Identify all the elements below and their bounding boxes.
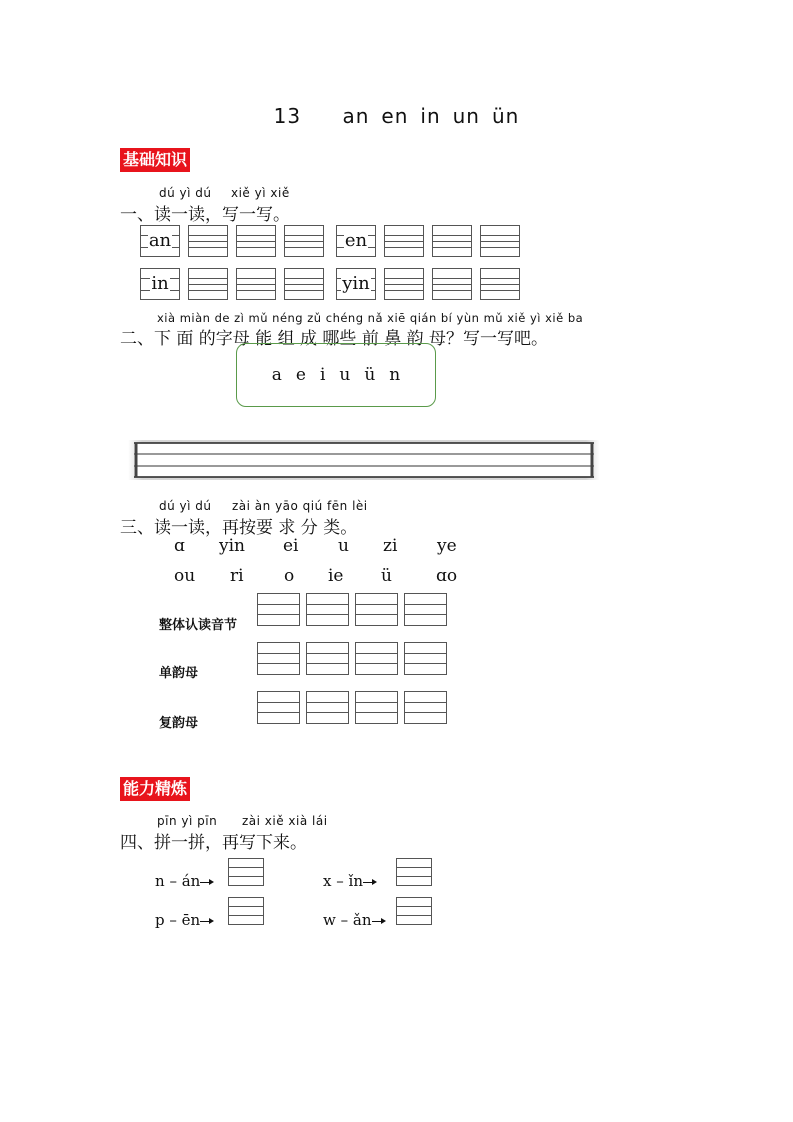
- answer-cell[interactable]: [228, 858, 264, 886]
- syllable: yin: [219, 536, 245, 556]
- writing-cell[interactable]: [432, 268, 472, 300]
- letter: ü: [364, 365, 376, 385]
- syllable: ri: [230, 566, 244, 586]
- q3-pinyin-a: dú yì dú: [159, 499, 212, 513]
- q3-instruction: 三、读一读，再按要 求 分 类。: [120, 518, 358, 538]
- writing-cell[interactable]: [306, 642, 349, 675]
- category-whole-syllable-cells: [257, 593, 447, 626]
- syllable: ei: [283, 536, 299, 556]
- writing-cell[interactable]: [355, 593, 398, 626]
- writing-cell[interactable]: [355, 642, 398, 675]
- final-un: un: [452, 104, 480, 128]
- syllable: o: [284, 566, 295, 586]
- q4-pinyin-a: pīn yì pīn: [157, 814, 218, 828]
- writing-cell[interactable]: [284, 225, 324, 257]
- syllable: u: [338, 536, 349, 556]
- writing-cell[interactable]: [384, 268, 424, 300]
- q2-instruction: 二、下 面 的字母 能 组 成 哪些 前 鼻 韵 母？写一写吧。: [120, 329, 549, 349]
- q4-instruction: 四、拼一拼，再写下来。: [120, 833, 307, 853]
- spell-item-4: w – ǎn: [323, 911, 384, 929]
- category-compound-final-cells: [257, 691, 447, 724]
- q1-example-en: en: [336, 225, 376, 257]
- writing-cell[interactable]: [355, 691, 398, 724]
- spell-item-2: x – ǐn: [323, 872, 375, 890]
- q2-letters-box: [236, 343, 436, 407]
- writing-cell[interactable]: [236, 268, 276, 300]
- final-un-umlaut: ün: [491, 104, 520, 128]
- basic-knowledge-badge: 基础知识: [120, 148, 190, 172]
- letter: e: [295, 365, 306, 385]
- q1-example-yin: yin: [336, 268, 376, 300]
- writing-cell[interactable]: [188, 225, 228, 257]
- writing-cell[interactable]: [480, 225, 520, 257]
- final-an: an: [342, 104, 370, 128]
- syllable: zi: [383, 536, 398, 556]
- q1-pinyin-b: xiě yì xiě: [231, 186, 290, 200]
- writing-cell[interactable]: [404, 691, 447, 724]
- final-in: in: [420, 104, 441, 128]
- writing-cell[interactable]: [257, 691, 300, 724]
- letter: n: [389, 365, 401, 385]
- arrow-icon: [363, 882, 375, 883]
- syllable: ye: [437, 536, 457, 556]
- syllable: ie: [328, 566, 344, 586]
- letter: a: [271, 365, 282, 385]
- answer-cell[interactable]: [396, 897, 432, 925]
- writing-cell[interactable]: [188, 268, 228, 300]
- answer-cell[interactable]: [228, 897, 264, 925]
- q3-pinyin-b: zài àn yāo qiú fēn lèi: [232, 499, 368, 513]
- writing-cell[interactable]: [432, 225, 472, 257]
- category-whole-syllable: 整体认读音节: [159, 618, 238, 633]
- q1-example-in: in: [140, 268, 180, 300]
- letter: i: [319, 365, 326, 385]
- writing-cell[interactable]: [284, 268, 324, 300]
- category-simple-final-cells: [257, 642, 447, 675]
- writing-cell[interactable]: [306, 593, 349, 626]
- q4-pinyin-b: zài xiě xià lái: [242, 814, 328, 828]
- lesson-number: 13: [273, 104, 302, 128]
- arrow-icon: [372, 921, 384, 922]
- writing-cell[interactable]: [404, 593, 447, 626]
- q1-grid-row-2: [140, 268, 520, 300]
- q1-pinyin-a: dú yì dú: [159, 186, 212, 200]
- answer-cell[interactable]: [396, 858, 432, 886]
- writing-cell[interactable]: [480, 268, 520, 300]
- spell-item-3: p – ēn: [155, 911, 212, 929]
- letter: u: [339, 365, 351, 385]
- category-compound-final: 复韵母: [159, 716, 199, 731]
- writing-cell[interactable]: [257, 642, 300, 675]
- q1-grid-row-1: [140, 225, 520, 257]
- final-en: en: [381, 104, 409, 128]
- writing-cell[interactable]: [306, 691, 349, 724]
- arrow-icon: [200, 882, 212, 883]
- q1-instruction: 一、读一读，写一写。: [120, 205, 290, 225]
- arrow-icon: [200, 921, 212, 922]
- q2-pinyin: xià miàn de zì mǔ néng zǔ chéng nǎ xiē qián bí yùn mǔ xiě yì xiě ba: [157, 311, 584, 325]
- q2-writing-lines[interactable]: [128, 440, 600, 480]
- page-title: [0, 104, 793, 128]
- syllable: ü: [381, 566, 392, 586]
- category-simple-final: 单韵母: [159, 666, 199, 681]
- syllable: ɑo: [436, 566, 458, 586]
- writing-cell[interactable]: [384, 225, 424, 257]
- writing-cell[interactable]: [404, 642, 447, 675]
- ability-practice-badge: 能力精炼: [120, 777, 190, 801]
- syllable: ɑ: [174, 536, 185, 556]
- syllable: ou: [174, 566, 196, 586]
- writing-cell[interactable]: [257, 593, 300, 626]
- spell-item-1: n – án: [155, 872, 212, 890]
- q1-example-an: an: [140, 225, 180, 257]
- writing-cell[interactable]: [236, 225, 276, 257]
